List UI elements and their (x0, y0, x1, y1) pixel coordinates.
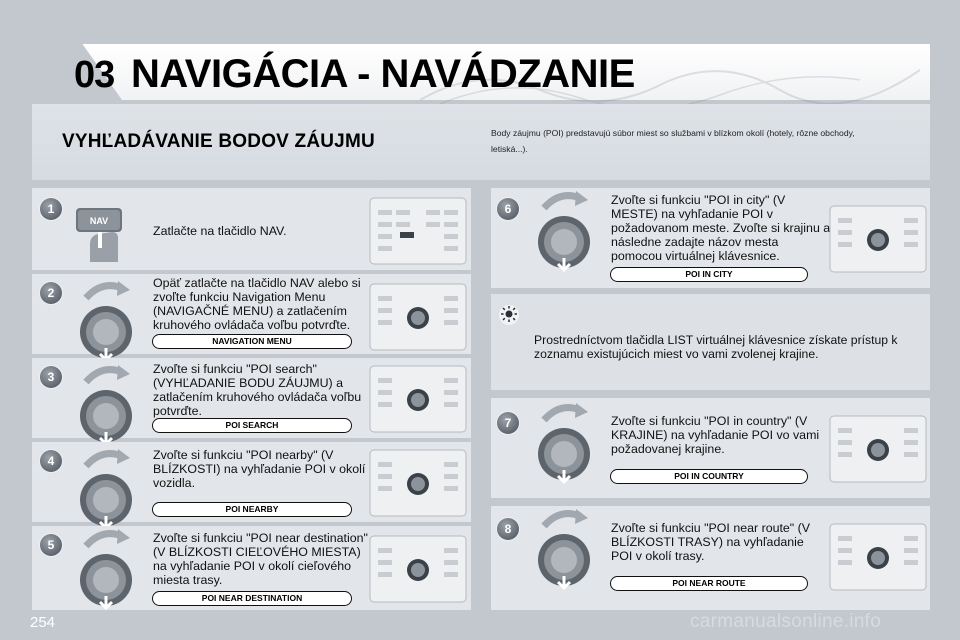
page-title: NAVIGÁCIA - NAVÁDZANIE (131, 52, 635, 96)
radio-console-icon (828, 204, 928, 274)
step-5-badge: 5 (40, 534, 62, 556)
step-1-badge: 1 (40, 198, 62, 220)
radio-console-icon (828, 522, 928, 592)
step-8-text: Zvoľte si funkciu "POI near route" (V BLÍZKOSTI TRASY) na vyhľadanie POI v okolí trasy. (611, 521, 811, 563)
step-5-text: Zvoľte si funkciu "POI near destination" (V BLÍZKOSTI CIEĽOVÉHO MIESTA) na vyhľadanie POI v okolí cieľového miesta trasy. (153, 531, 368, 587)
function-label-poi-near-route: POI NEAR ROUTE (610, 576, 808, 591)
function-label-poi-in-city: POI IN CITY (610, 267, 808, 282)
section-intro: Body záujmu (POI) predstavujú súbor miest so službami v blízkom okolí (hotely, rôzne obchody, letiská...). (491, 128, 855, 154)
step-7-badge: 7 (497, 412, 519, 434)
radio-console-icon (368, 448, 468, 518)
nav-button-icon (72, 196, 152, 266)
step-2-text: Opäť zatlačte na tlačidlo NAV alebo si zvoľte funkciu Navigation Menu (NAVIGAČNÉ MENU) a zatlačením kruhového ovládača voľbu potvrďte. (153, 276, 361, 332)
radio-console-icon (828, 414, 928, 484)
step-3-text: Zvoľte si funkciu "POI search" (VYHĽADANIE BODU ZÁUJMU) a zatlačením kruhového ovládača voľbu potvrďte. (153, 362, 362, 418)
step-7-text: Zvoľte si funkciu "POI in country" (V KRAJINE) na vyhľadanie POI vo vami požadovanej krajine. (611, 414, 820, 456)
rotary-knob-icon (530, 188, 610, 278)
section-title: VYHĽADÁVANIE BODOV ZÁUJMU (62, 131, 375, 152)
radio-console-icon (368, 282, 468, 352)
step-8-badge: 8 (497, 518, 519, 540)
rotary-knob-icon (72, 526, 152, 616)
step-4-badge: 4 (40, 450, 62, 472)
step-6-text: Zvoľte si funkciu "POI in city" (V MESTE) na vyhľadanie POI v požadovanom meste. Zvoľte si krajinu a následne zadajte názov mesta pomocou virtuálnej klávesnice. (611, 193, 831, 263)
function-label-navigation-menu: NAVIGATION MENU (152, 334, 352, 349)
rotary-knob-icon (72, 362, 152, 452)
nav-button-label: NAV (89, 216, 109, 226)
function-label-poi-search: POI SEARCH (152, 418, 352, 433)
rotary-knob-icon (72, 278, 152, 368)
radio-console-icon (368, 534, 468, 604)
step-3-badge: 3 (40, 366, 62, 388)
tip-lightbulb-icon (498, 304, 520, 326)
page-number: 254 (30, 614, 56, 631)
rotary-knob-icon (530, 400, 610, 490)
step-1-text: Zatlačte na tlačidlo NAV. (153, 224, 287, 238)
function-label-poi-near-destination: POI NEAR DESTINATION (152, 591, 352, 606)
radio-console-icon (368, 364, 468, 434)
chapter-number: 03 (74, 54, 115, 96)
watermark: carmanualsonline.info (690, 611, 882, 632)
rotary-knob-icon (72, 446, 152, 536)
function-label-poi-nearby: POI NEARBY (152, 502, 352, 517)
step-6-badge: 6 (497, 198, 519, 220)
step-4-text: Zvoľte si funkciu "POI nearby" (V BLÍZKOSTI) na vyhľadanie POI v okolí vozidla. (153, 448, 366, 490)
radio-console-icon (368, 196, 468, 266)
step-2-badge: 2 (40, 282, 62, 304)
rotary-knob-icon (530, 506, 610, 596)
function-label-poi-in-country: POI IN COUNTRY (610, 469, 808, 484)
tip-text: Prostredníctvom tlačidla LIST virtuálnej klávesnice získate prístup k zoznamu existujúcich miest vo vami zvolenej krajine. (534, 333, 898, 361)
